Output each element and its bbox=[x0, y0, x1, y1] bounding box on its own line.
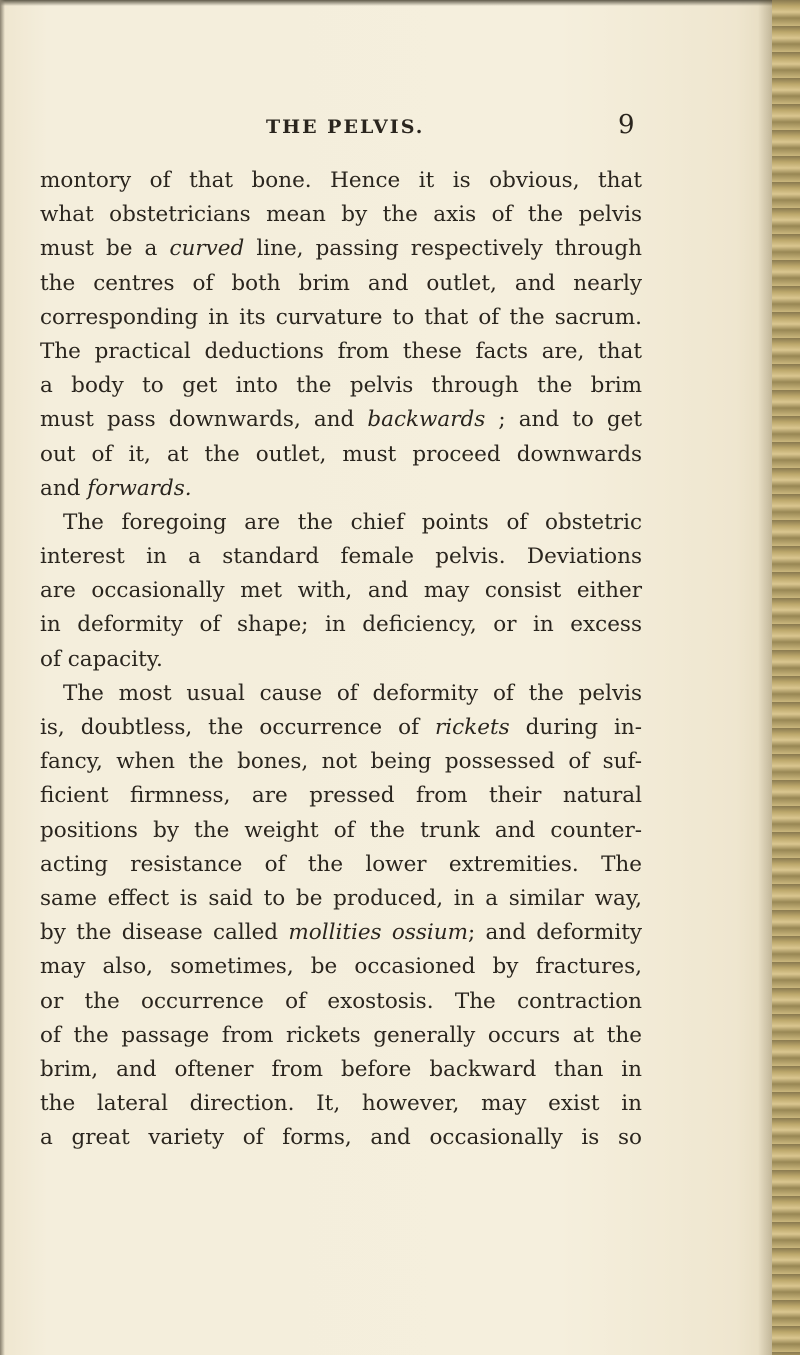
text-run: fancy, when the bones, not being possessed of suf- bbox=[40, 749, 642, 775]
italic-text: curved bbox=[169, 236, 245, 262]
text-run: line, passing respectively through bbox=[244, 236, 643, 262]
text-run: what obstetricians mean by the axis of the pelvis bbox=[40, 202, 642, 228]
text-line bbox=[40, 1087, 642, 1121]
italic-text: forwards. bbox=[87, 475, 192, 501]
page-header bbox=[40, 110, 640, 146]
text-line bbox=[40, 745, 642, 779]
text-line bbox=[40, 198, 642, 232]
text-line bbox=[40, 267, 642, 301]
text-run: The foregoing are the chief points of obstetric bbox=[63, 509, 642, 535]
text-run: by the disease called bbox=[40, 920, 289, 946]
text-run: may also, sometimes, be occasioned by fractures, bbox=[40, 954, 642, 980]
book-spine bbox=[772, 0, 800, 1355]
text-run: the centres of both brim and outlet, and nearly bbox=[40, 270, 642, 296]
text-run: during in- bbox=[509, 715, 642, 740]
text-run: positions by the weight of the trunk and counter- bbox=[40, 817, 642, 843]
gutter-shadow bbox=[758, 0, 772, 1355]
text-line bbox=[40, 540, 642, 574]
text-line bbox=[40, 335, 642, 369]
page-left-edge bbox=[0, 0, 5, 1355]
text-run: same effect is said to be produced, in a similar way, bbox=[40, 885, 642, 911]
text-run: ficient firmness, are pressed from their natural bbox=[40, 783, 642, 809]
text-line bbox=[40, 403, 642, 437]
text-line bbox=[40, 1121, 642, 1155]
text-line bbox=[40, 1019, 642, 1053]
text-run: montory of that bone. Hence it is obvious, that bbox=[40, 168, 642, 193]
text-run: The practical deductions from these facts are, that bbox=[40, 338, 642, 364]
text-run: ; and to get bbox=[485, 407, 642, 433]
text-line bbox=[40, 1053, 642, 1087]
text-line bbox=[40, 711, 642, 745]
text-run: the lateral direction. It, however, may exist in bbox=[40, 1091, 642, 1117]
italic-text: rickets bbox=[435, 715, 510, 740]
italic-text: backwards bbox=[367, 407, 486, 433]
text-line bbox=[40, 916, 642, 950]
text-line bbox=[40, 232, 642, 266]
text-line bbox=[40, 848, 642, 882]
text-run: must be a bbox=[40, 236, 170, 262]
running-title: THE PELVIS. bbox=[266, 116, 425, 138]
text-run: corresponding in its curvature to that of the sacrum. bbox=[40, 304, 642, 330]
body-text bbox=[40, 164, 642, 1155]
text-line bbox=[40, 438, 642, 472]
text-line bbox=[40, 814, 642, 848]
text-run: is, doubtless, the occurrence of bbox=[40, 715, 436, 740]
text-line bbox=[40, 301, 642, 335]
text-line bbox=[40, 164, 642, 198]
text-run: are occasionally met with, and may consist either bbox=[40, 578, 642, 604]
text-run: or the occurrence of exostosis. The contraction bbox=[40, 988, 642, 1014]
text-line bbox=[40, 574, 642, 608]
text-run: a body to get into the pelvis through the brim bbox=[40, 373, 642, 399]
text-run: of the passage from rickets generally occurs at the bbox=[40, 1022, 642, 1048]
text-line bbox=[40, 369, 642, 403]
text-line bbox=[40, 677, 642, 711]
text-run: of capacity. bbox=[40, 646, 163, 672]
text-run: must pass downwards, and bbox=[40, 407, 368, 433]
text-line bbox=[40, 643, 642, 677]
text-run: interest in a standard female pelvis. Deviations bbox=[40, 544, 642, 570]
italic-text: mollities ossium bbox=[288, 920, 469, 946]
page-top-edge bbox=[0, 0, 772, 6]
text-run: a great variety of forms, and occasionally is so bbox=[40, 1125, 642, 1151]
text-run: ; and deformity bbox=[468, 920, 642, 946]
text-line bbox=[40, 608, 642, 642]
text-run: acting resistance of the lower extremities. The bbox=[40, 851, 642, 877]
text-run: and bbox=[40, 475, 88, 501]
text-line bbox=[40, 950, 642, 984]
text-line bbox=[40, 779, 642, 813]
text-line bbox=[40, 882, 642, 916]
text-run: in deformity of shape; in deficiency, or in excess bbox=[40, 612, 642, 638]
text-run: brim, and oftener from before backward than in bbox=[40, 1056, 642, 1082]
text-run: out of it, at the outlet, must proceed downwards bbox=[40, 441, 642, 467]
text-run: The most usual cause of deformity of the pelvis bbox=[63, 680, 642, 706]
page-number: 9 bbox=[618, 110, 635, 140]
text-line bbox=[40, 985, 642, 1019]
text-line bbox=[40, 506, 642, 540]
text-line bbox=[40, 472, 642, 506]
